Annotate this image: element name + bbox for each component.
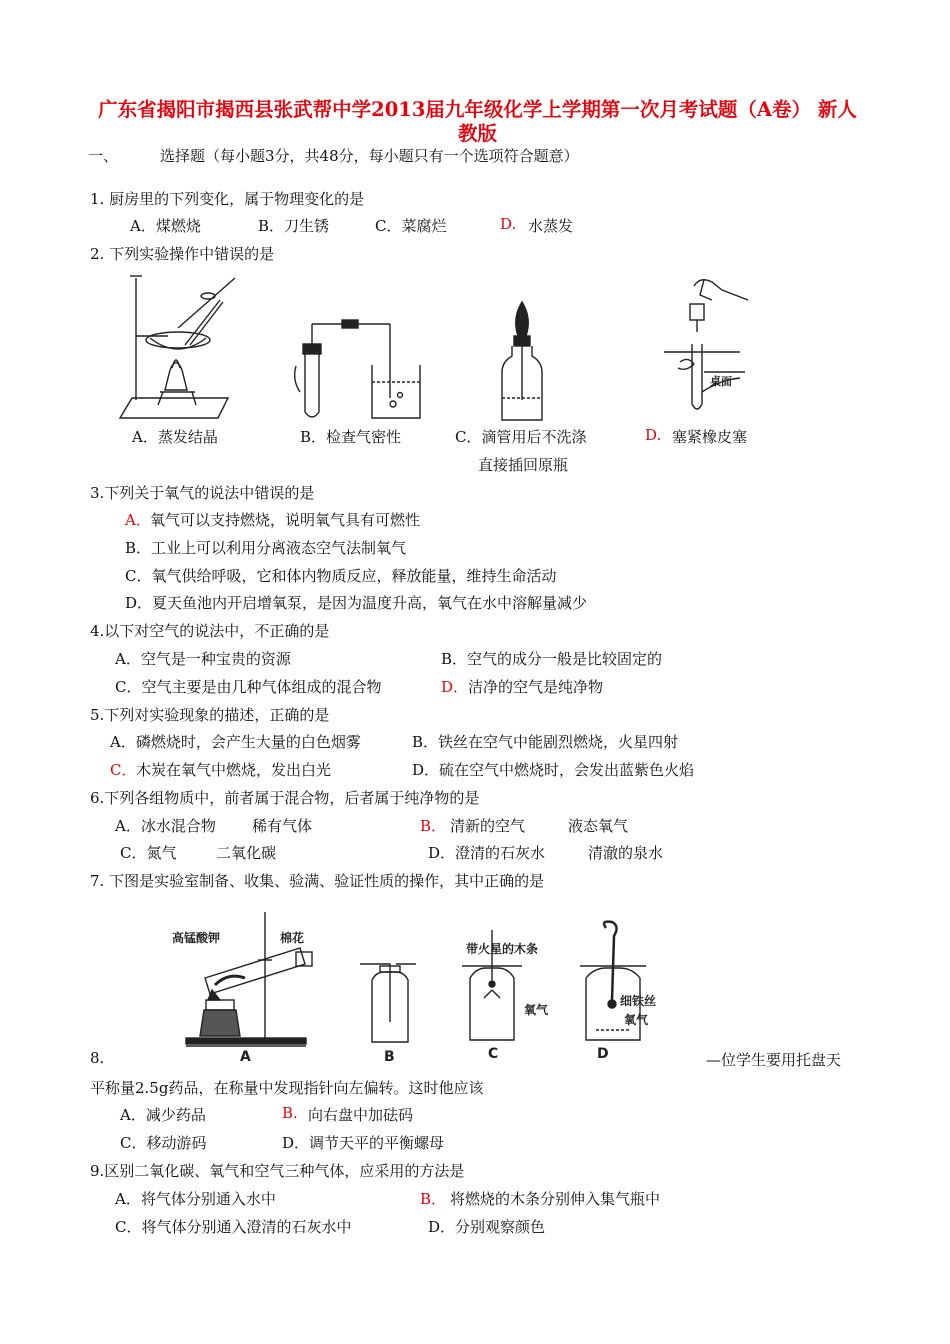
q2-stem: 2. 下列实验操作中错误的是 (90, 245, 275, 263)
q5-option-d: D．硫在空气中燃烧时，会发出蓝紫色火焰 (412, 761, 695, 779)
q1-option-d: 水蒸发 (528, 217, 574, 235)
q6-option-b2: 液态氧气 (568, 817, 629, 835)
q6-option-d2: 清澈的泉水 (588, 844, 664, 862)
q5-option-b: B．铁丝在空气中能剧烈燃烧，火星四射 (412, 733, 679, 751)
gas-collecting-bottle-icon (360, 964, 416, 1042)
cotton-label: 棉花 (280, 931, 305, 945)
q2-option-b: B．检查气密性 (300, 428, 402, 446)
q8-number: 8. (90, 1049, 105, 1067)
oxygen-label-c: 氧气 (524, 1003, 549, 1017)
q1-option-d-letter: D. (500, 215, 517, 233)
q4-option-d-letter: D． (441, 678, 469, 696)
q3-option-a: 氧气可以支持燃烧，说明氧气具有可燃性 (150, 511, 421, 529)
q1-option-b: B．刀生锈 (258, 217, 330, 235)
q4-option-d: 洁净的空气是纯净物 (468, 678, 604, 696)
q2-option-c-line1: C．滴管用后不洗涤 (455, 428, 587, 446)
q8-option-b: 向右盘中加砝码 (308, 1106, 414, 1124)
q9-option-c: C．将气体分别通入澄清的石灰水中 (115, 1218, 352, 1236)
q8-option-b-letter: B. (282, 1104, 298, 1122)
q5-option-c-letter: C． (110, 761, 137, 779)
kmno4-label: 高锰酸钾 (172, 931, 221, 945)
q8-option-d: D．调节天平的平衡螺母 (282, 1134, 445, 1152)
q6-option-c: C．氮气 (120, 844, 177, 862)
q1-option-a: A．煤燃烧 (130, 217, 201, 235)
q7-stem: 7. 下图是实验室制备、收集、验满、验证性质的操作，其中正确的是 (90, 872, 545, 890)
q9-option-a: A．将气体分别通入水中 (115, 1190, 276, 1208)
q3-option-b: B．工业上可以利用分离液态空气法制氧气 (125, 539, 407, 557)
q5-stem: 5.下列对实验现象的描述，正确的是 (90, 706, 330, 724)
section-number: 一、 (88, 147, 119, 165)
q8-stem-line2: 平称量2.5g药品，在称量中发现指针向左偏转。这时他应该 (90, 1079, 484, 1097)
q1-stem: 1. 厨房里的下列变化，属于物理变化的是 (90, 190, 365, 208)
q5-option-c: 木炭在氧气中燃烧，发出白光 (136, 761, 332, 779)
q6-option-b: 清新的空气 (450, 817, 526, 835)
q4-option-b: B．空气的成分一般是比较固定的 (441, 650, 663, 668)
q3-option-a-letter: A． (125, 511, 151, 529)
q6-option-a: A．冰水混合物 (115, 817, 216, 835)
splint-label: 带火星的木条 (466, 942, 539, 956)
q8-option-c: C．移动游码 (120, 1134, 207, 1152)
q2-option-d: 塞紧橡皮塞 (672, 428, 748, 446)
figure-label-b: B (384, 1049, 395, 1065)
q3-option-d: D．夏天鱼池内开启增氧泵，是因为温度升高，氧气在水中溶解量减少 (125, 594, 588, 612)
q2-option-d-letter: D. (645, 426, 662, 444)
oxygen-label-d: 氧气 (624, 1013, 649, 1027)
q9-option-b-letter: B． (420, 1190, 447, 1208)
desk-label: 桌面 (710, 375, 732, 388)
q2-option-c-line2: 直接插回原瓶 (478, 456, 569, 474)
q6-stem: 6.下列各组物质中，前者属于混合物，后者属于纯净物的是 (90, 789, 480, 807)
figure-label-a: A (240, 1049, 251, 1065)
q4-stem: 4.以下对空气的说法中，不正确的是 (90, 622, 330, 640)
q3-stem: 3.下列关于氧气的说法中错误的是 (90, 484, 315, 502)
q2-option-a: A．蒸发结晶 (132, 428, 218, 446)
q8-stem-tail: —位学生要用托盘天 (706, 1051, 842, 1069)
q5-option-a: A．磷燃烧时，会产生大量的白色烟雾 (110, 733, 361, 751)
q6-option-b-letter: B． (420, 817, 447, 835)
q3-option-c: C．氧气供给呼吸，它和体内物质反应，释放能量，维持生命活动 (125, 567, 557, 585)
section-heading: 选择题（每小题3分，共48分，每小题只有一个选项符合题意） (160, 147, 579, 165)
q9-option-b: 将燃烧的木条分别伸入集气瓶中 (450, 1190, 661, 1208)
q6-option-a2: 稀有气体 (252, 817, 313, 835)
figure-label-d: D (597, 1046, 609, 1062)
q9-stem: 9.区别二氧化碳、氧气和空气三种气体，应采用的方法是 (90, 1162, 465, 1180)
q1-option-c: C．菜腐烂 (375, 217, 447, 235)
q6-option-d: D．澄清的石灰水 (428, 844, 546, 862)
figure-label-c: C (488, 1046, 499, 1062)
q9-option-d: D．分别观察颜色 (428, 1218, 546, 1236)
q8-option-a: A．减少药品 (120, 1106, 206, 1124)
q4-option-a: A．空气是一种宝贵的资源 (115, 650, 291, 668)
iron-wire-label: 细铁丝 (620, 994, 657, 1008)
q6-option-c2: 二氧化碳 (216, 844, 277, 862)
page-title: 广东省揭阳市揭西县张武帮中学2013届九年级化学上学期第一次月考试题（A卷） 新人教版 (98, 98, 857, 145)
q4-option-c: C．空气主要是由几种气体组成的混合物 (115, 678, 382, 696)
